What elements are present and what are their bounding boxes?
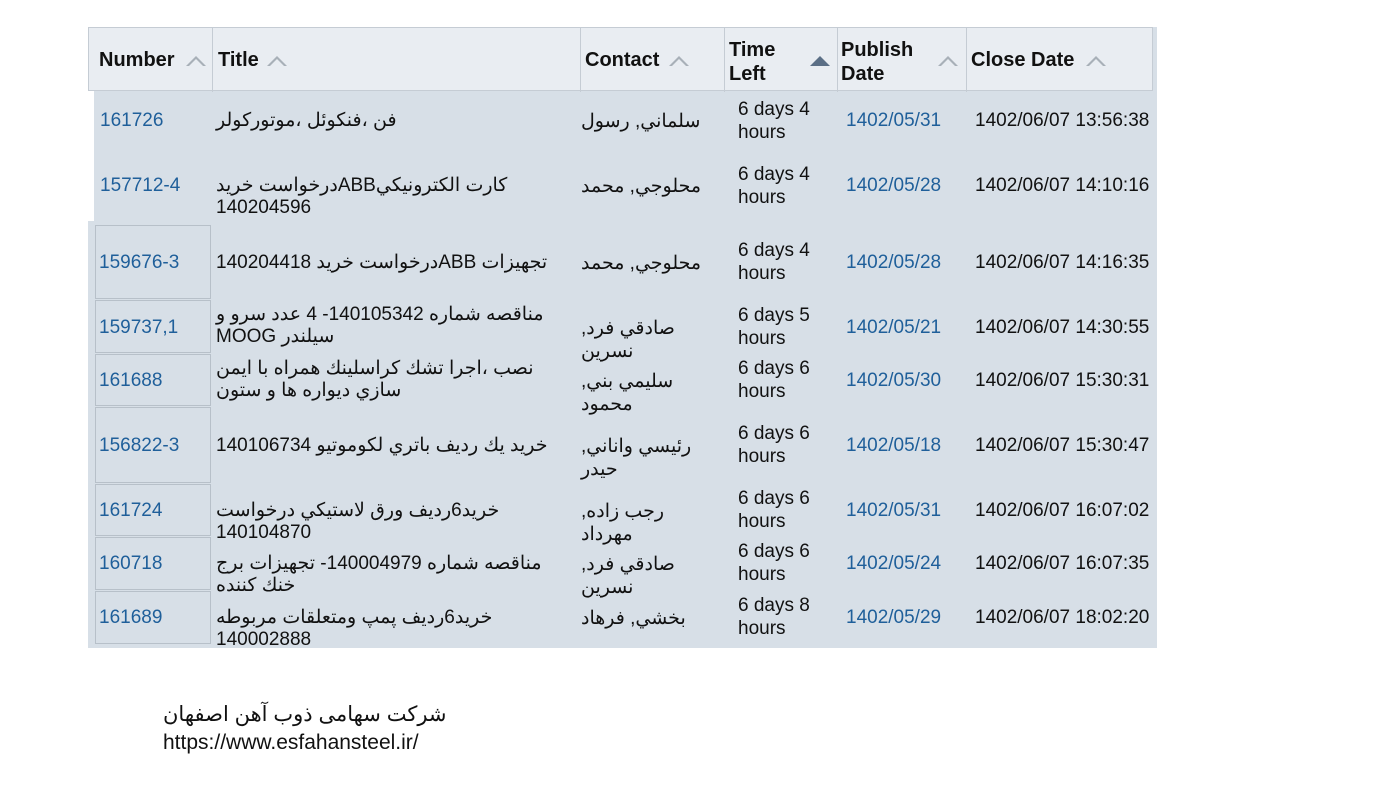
tender-number-link[interactable]: 156822-3 <box>99 435 180 456</box>
tender-publish-date[interactable]: 1402/05/24 <box>846 553 942 574</box>
tender-publish-date[interactable]: 1402/05/31 <box>846 500 942 521</box>
tender-publish-date[interactable]: 1402/05/21 <box>846 317 942 338</box>
header-publish-line2: Date <box>841 63 885 85</box>
tender-title-text: نصب ،اجرا تشك كراسلينك همراه با ايمن سازي ديواره ها و ستون <box>216 358 534 401</box>
sort-up-icon[interactable] <box>1086 56 1106 66</box>
header-publish-date-label <box>841 38 913 86</box>
tender-time-left <box>738 304 828 350</box>
tender-title <box>216 607 571 651</box>
tender-contact: صادقي فرد, نسرين <box>581 554 675 598</box>
tender-publish-date[interactable]: 1402/05/30 <box>846 370 942 391</box>
table-row[interactable] <box>88 225 1157 299</box>
tender-title-text: خريد يك رديف باتري لكوموتيو 140106734 <box>216 435 548 456</box>
header-number-label: Number <box>99 49 175 71</box>
header-contact-label: Contact <box>585 49 660 71</box>
time-left-days: 6 days 6 <box>738 358 810 379</box>
time-left-days: 6 days 6 <box>738 423 810 444</box>
tender-title-text: مناقصه شماره 140004979- تجهيزات برج خنك كننده <box>216 553 542 596</box>
tenders-table <box>88 27 1157 648</box>
tender-contact: سليمي بني, محمود <box>581 371 674 415</box>
tender-time-left <box>738 594 828 640</box>
header-close-date-label: Close Date <box>971 49 1075 71</box>
tender-close-date: 1402/06/07 16:07:35 <box>975 553 1150 574</box>
tender-close-date: 1402/06/07 14:16:35 <box>975 252 1150 273</box>
tender-number-link[interactable]: 159737,1 <box>99 317 179 338</box>
header-publish-date[interactable] <box>838 28 967 92</box>
time-left-hours: hours <box>738 263 786 284</box>
tender-contact: رجب زاده, مهرداد <box>581 501 665 545</box>
table-row[interactable] <box>88 484 1157 545</box>
footer-company-name: شرکت سهامی ذوب آهن اصفهان <box>163 703 447 726</box>
tender-close-date: 1402/06/07 16:07:02 <box>975 500 1150 521</box>
tender-time-left <box>738 487 828 533</box>
tender-contact: سلماني, رسول <box>581 111 701 132</box>
table-row[interactable] <box>88 156 1157 221</box>
tender-title-text: تجهيزات ABBدرخواست خريد 140204418 <box>216 252 548 273</box>
tender-time-left <box>738 239 828 285</box>
tender-title-text: خريد6رديف پمپ ومتعلقات مربوطه 140002888 <box>216 607 493 650</box>
sort-up-icon[interactable] <box>186 56 206 66</box>
sort-up-icon[interactable] <box>267 56 287 66</box>
time-left-hours: hours <box>738 328 786 349</box>
table-row[interactable] <box>88 407 1157 483</box>
header-title[interactable] <box>213 28 581 92</box>
tender-publish-date[interactable]: 1402/05/31 <box>846 110 942 131</box>
table-row[interactable] <box>88 300 1157 362</box>
tender-title <box>216 435 571 457</box>
tender-title-text: خريد6رديف ورق لاستيكي درخواست 140104870 <box>216 500 500 543</box>
tender-title-text: كارت الكترونيكيABBدرخواست خريد 140204596 <box>216 175 508 218</box>
header-time-left-label <box>729 38 775 86</box>
time-left-hours: hours <box>738 446 786 467</box>
tender-publish-date[interactable]: 1402/05/28 <box>846 252 942 273</box>
tender-contact: محلوجي, محمد <box>581 253 702 274</box>
tender-number-link[interactable]: 161688 <box>99 370 163 391</box>
tender-contact: بخشي, فرهاد <box>581 608 686 629</box>
tender-title <box>216 175 571 219</box>
tender-time-left <box>738 357 828 403</box>
tender-publish-date[interactable]: 1402/05/28 <box>846 175 942 196</box>
time-left-days: 6 days 6 <box>738 541 810 562</box>
header-publish-line1: Publish <box>841 39 914 61</box>
tender-title-text: مناقصه شماره 140105342- 4 عدد سرو و سيلندر MOOG <box>216 304 544 347</box>
tender-close-date: 1402/06/07 14:10:16 <box>975 175 1150 196</box>
header-contact[interactable] <box>581 28 725 92</box>
table-row[interactable] <box>88 354 1157 415</box>
tender-close-date: 1402/06/07 15:30:47 <box>975 435 1150 456</box>
table-row[interactable] <box>88 91 1157 156</box>
tender-publish-date[interactable]: 1402/05/18 <box>846 435 942 456</box>
time-left-hours: hours <box>738 381 786 402</box>
tender-time-left <box>738 98 828 144</box>
time-left-days: 6 days 6 <box>738 488 810 509</box>
footer-url[interactable]: https://www.esfahansteel.ir/ <box>163 731 419 754</box>
time-left-hours: hours <box>738 187 786 208</box>
header-time-left-line2: Left <box>729 63 766 85</box>
time-left-days: 6 days 4 <box>738 240 810 261</box>
tender-number-link[interactable]: 159676-3 <box>99 252 180 273</box>
tender-number-link[interactable]: 161724 <box>99 500 163 521</box>
time-left-days: 6 days 4 <box>738 99 810 120</box>
tender-contact: رئيسي واناني, حيدر <box>581 436 692 480</box>
tender-title <box>216 252 571 274</box>
tender-time-left <box>738 163 828 209</box>
header-time-left-line1: Time <box>729 39 776 61</box>
sort-up-icon[interactable] <box>938 56 958 66</box>
table-header <box>88 27 1153 91</box>
tender-close-date: 1402/06/07 14:30:55 <box>975 317 1150 338</box>
tender-close-date: 1402/06/07 18:02:20 <box>975 607 1150 628</box>
tender-title <box>216 358 571 402</box>
tender-number-link[interactable]: 157712-4 <box>100 175 181 196</box>
time-left-hours: hours <box>738 511 786 532</box>
header-close-date[interactable] <box>967 28 1154 92</box>
tender-title-text: فن ،فنكوئل ،موتوركولر <box>216 110 397 131</box>
tender-contact: صادقي فرد, نسرين <box>581 318 675 362</box>
tender-number-link[interactable]: 160718 <box>99 553 163 574</box>
header-number[interactable] <box>89 28 213 92</box>
header-time-left[interactable] <box>725 28 838 92</box>
header-title-label: Title <box>218 49 259 71</box>
tender-close-date: 1402/06/07 15:30:31 <box>975 370 1150 391</box>
tender-title <box>216 304 571 348</box>
time-left-hours: hours <box>738 618 786 639</box>
sort-up-icon[interactable] <box>669 56 689 66</box>
time-left-days: 6 days 5 <box>738 305 810 326</box>
tender-time-left <box>738 422 828 468</box>
tender-close-date: 1402/06/07 13:56:38 <box>975 110 1150 131</box>
tender-contact: محلوجي, محمد <box>581 176 702 197</box>
time-left-days: 6 days 8 <box>738 595 810 616</box>
tender-time-left <box>738 540 828 586</box>
sort-active-up-icon[interactable] <box>810 56 830 66</box>
time-left-hours: hours <box>738 564 786 585</box>
tender-title <box>216 110 571 132</box>
table-row[interactable] <box>88 591 1157 650</box>
table-row[interactable] <box>88 537 1157 598</box>
tender-number-link[interactable]: 161689 <box>99 607 163 628</box>
time-left-hours: hours <box>738 122 786 143</box>
tender-number-link[interactable]: 161726 <box>100 110 164 131</box>
tender-publish-date[interactable]: 1402/05/29 <box>846 607 942 628</box>
time-left-days: 6 days 4 <box>738 164 810 185</box>
